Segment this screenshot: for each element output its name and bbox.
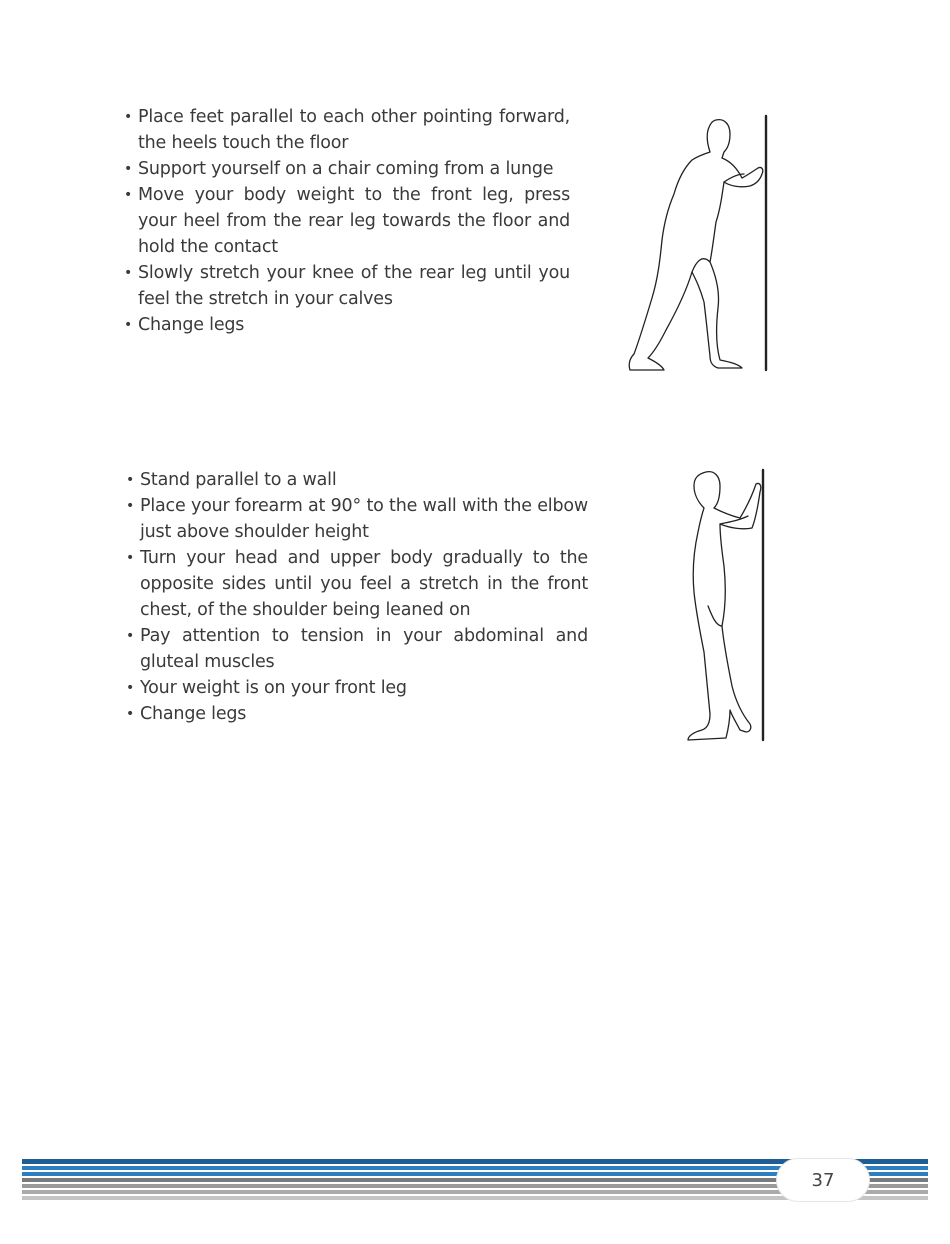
person-outline — [688, 472, 761, 740]
list-item: • Support yourself on a chair coming from a lunge — [124, 156, 570, 182]
list-item: • Turn your head and upper body gradually to the opposite sides until you feel a stretch in the front chest, of the shoulder being leaned on — [126, 545, 588, 623]
person-outline — [629, 120, 763, 370]
page-number: 37 — [777, 1159, 869, 1201]
chest-stretch-list — [126, 467, 588, 727]
page-footer — [22, 1157, 928, 1203]
list-item: • Change legs — [124, 312, 570, 338]
list-item: • Change legs — [126, 701, 588, 727]
list-item: • Move your body weight to the front leg, press your heel from the rear leg towards the floor and hold the contact — [124, 182, 570, 260]
list-item: • Stand parallel to a wall — [126, 467, 588, 493]
list-item: • Slowly stretch your knee of the rear leg until you feel the stretch in your calves — [124, 260, 570, 312]
list-item: • Place your forearm at 90° to the wall with the elbow just above shoulder height — [126, 493, 588, 545]
calf-stretch-list — [124, 104, 570, 338]
list-item: • Your weight is on your front leg — [126, 675, 588, 701]
list-item: • Place feet parallel to each other pointing forward, the heels touch the floor — [124, 104, 570, 156]
chest-stretch-illustration — [680, 466, 772, 744]
calf-stretch-illustration — [620, 112, 772, 374]
chest-stretch-instructions — [126, 467, 588, 727]
list-item: • Pay attention to tension in your abdominal and gluteal muscles — [126, 623, 588, 675]
calf-stretch-instructions — [124, 104, 570, 338]
